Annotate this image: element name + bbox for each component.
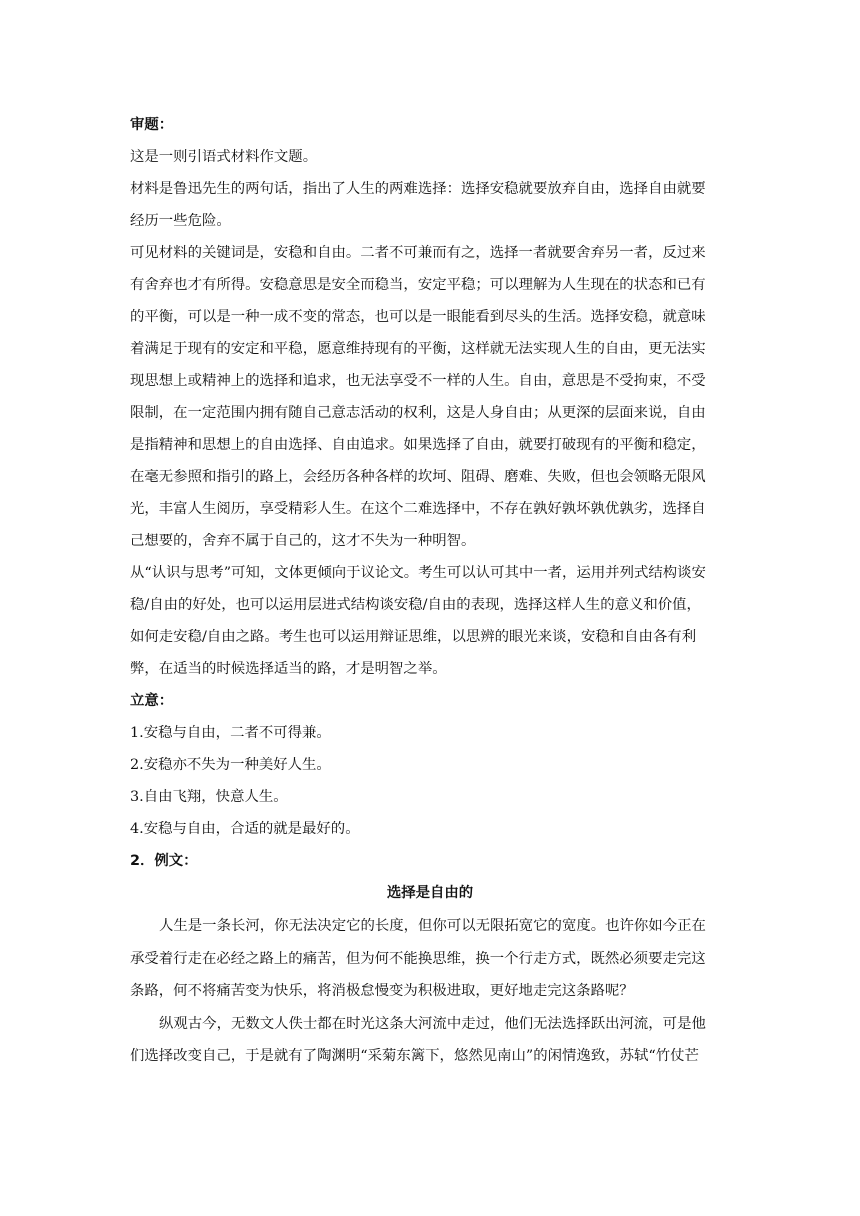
analysis-line: 弊，在适当的时候选择适当的路，才是明智之举。 <box>130 661 447 677</box>
analysis-line: 是指精神和思想上的自由选择、自由追求。如果选择了自由，就要打破现有的平衡和稳定， <box>130 437 706 453</box>
analysis-line: 稳/自由的好处，也可以运用层进式结构谈安稳/自由的表现，选择这样人生的意义和价值， <box>130 597 701 613</box>
analysis-line: 的平衡，可以是一种一成不变的常态，也可以是一眼能看到尽头的生活。选择安稳，就意味 <box>130 309 706 325</box>
essay-paragraph <box>130 1008 730 1073</box>
intent-item: 2.安稳亦不失为一种美好人生。 <box>130 757 331 773</box>
analysis-line: 经历一些危险。 <box>130 213 231 229</box>
analysis-line: 着满足于现有的安定和平稳，愿意维持现有的平衡，这样就无法实现人生的自由，更无法实 <box>130 341 706 357</box>
document-page <box>130 109 730 1073</box>
intent-item: 4.安稳与自由，合适的就是最好的。 <box>130 821 360 837</box>
analysis-body <box>130 141 730 685</box>
analysis-heading: 审题： <box>130 117 174 133</box>
essay-line: 承受着行走在必经之路上的痛苦，但为何不能换思维，换一个行走方式，既然必须要走完这 <box>130 950 706 967</box>
analysis-line: 有舍弃也才有所得。安稳意思是安全而稳当，安定平稳；可以理解为人生现在的状态和已有 <box>130 277 706 293</box>
essay-line: 们选择改变自己，于是就有了陶渊明“采菊东篱下，悠然见南山”的闲情逸致，苏轼“竹仗芒 <box>130 1048 699 1064</box>
essay-line: 纵观古今，无数文人佚士都在时光这条大河流中走过，他们无法选择跃出河流，可是他 <box>159 1015 706 1032</box>
example-heading: 2．例文： <box>130 853 198 869</box>
essay-line: 人生是一条长河，你无法决定它的长度，但你可以无限拓宽它的宽度。也许你如今正在 <box>159 918 706 934</box>
analysis-line: 可见材料的关键词是，安稳和自由。二者不可兼而有之，选择一者就要舍弃另一者，反过来 <box>130 245 706 261</box>
essay-line: 条路，何不将痛苦变为快乐，将消极怠慢变为积极进取，更好地走完这条路呢？ <box>130 983 634 999</box>
analysis-line: 从“认识与思考”可知，文体更倾向于议论文。考生可以认可其中一者，运用并列式结构谈安 <box>130 565 706 581</box>
analysis-line: 这是一则引语式材料作文题。 <box>130 149 318 165</box>
analysis-line: 限制，在一定范围内拥有随自己意志活动的权利，这是人身自由；从更深的层面来说，自由 <box>130 405 706 421</box>
analysis-line: 光，丰富人生阅历，享受精彩人生。在这个二难选择中，不存在孰好孰坏孰优孰劣，选择自 <box>130 501 706 517</box>
analysis-line: 如何走安稳/自由之路。考生也可以运用辩证思维，以思辨的眼光来谈，安稳和自由各有利 <box>130 629 697 645</box>
intent-list <box>130 717 730 845</box>
analysis-line: 在毫无参照和指引的路上，会经历各种各样的坎坷、阻碍、磨难、失败，但也会领略无限风 <box>130 469 706 485</box>
intent-item: 1.安稳与自由，二者不可得兼。 <box>130 725 331 741</box>
essay-paragraph <box>130 910 730 1008</box>
intent-item: 3.自由飞翔，快意人生。 <box>130 789 288 805</box>
essay-title: 选择是自由的 <box>386 885 474 901</box>
analysis-line: 材料是鲁迅先生的两句话，指出了人生的两难选择：选择安稳就要放弃自由，选择自由就要 <box>130 181 706 197</box>
intent-heading: 立意： <box>130 693 174 709</box>
analysis-line: 己想要的，舍弃不属于自己的，这才不失为一种明智。 <box>130 533 476 549</box>
analysis-line: 现思想上或精神上的选择和追求，也无法享受不一样的人生。自由，意思是不受拘束，不受 <box>130 373 706 389</box>
